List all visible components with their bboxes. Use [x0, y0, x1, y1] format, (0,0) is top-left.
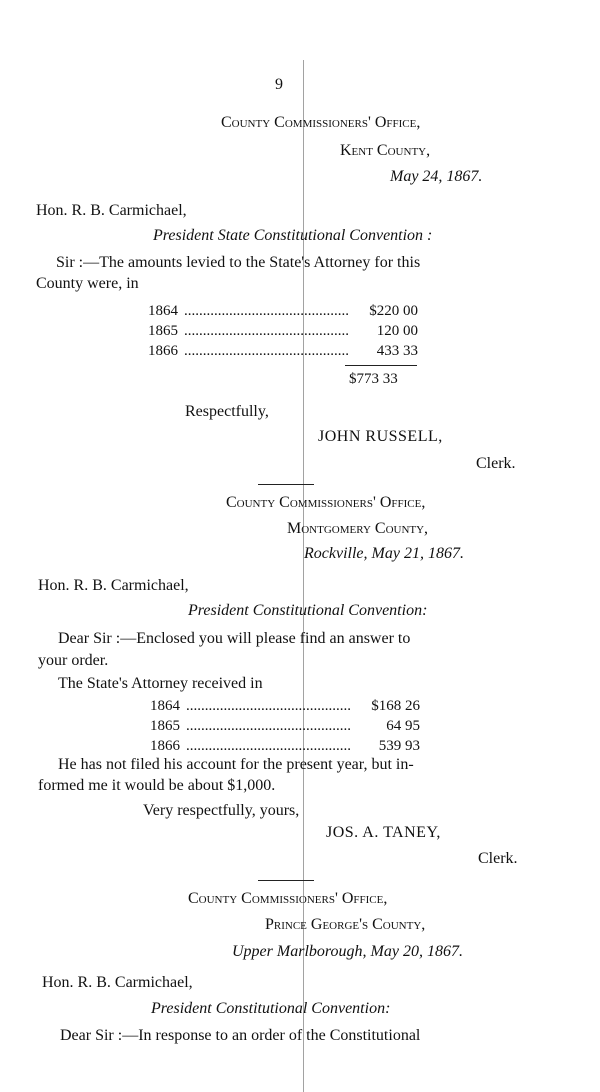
ledger-row — [150, 736, 420, 756]
ledger-leader-dots: ............................................ — [186, 738, 351, 754]
letter-2-county: Montgomery County, — [287, 520, 429, 537]
letter-2-title: President Constitutional Convention: — [188, 602, 428, 619]
letter-2-body-line-1: Dear Sir :—Enclosed you will please find an answer to — [58, 630, 411, 647]
ledger-year: 1864 — [150, 698, 180, 714]
letter-1-county: Kent County, — [340, 142, 431, 159]
letter-2-body-line-3: The State's Attorney received in — [58, 675, 263, 692]
letter-2-addressee: Hon. R. B. Carmichael, — [38, 577, 189, 594]
letter-3-office: County Commissioners' Office, — [188, 890, 388, 907]
letter-1-body-line-1: Sir :—The amounts levied to the State's Attorney for this — [56, 254, 421, 271]
ledger-year: 1865 — [150, 718, 180, 734]
ledger-row — [148, 301, 418, 321]
letter-3-body-line-1: Dear Sir :—In response to an order of the Constitutional — [60, 1027, 421, 1044]
scan-gutter-line — [303, 60, 304, 1092]
ledger-year: 1865 — [148, 323, 178, 339]
letter-1-total: $773 33 — [349, 371, 398, 387]
letter-2-office: County Commissioners' Office, — [226, 494, 426, 511]
letter-2-after-line-1: He has not filed his account for the present year, but in- — [58, 756, 414, 773]
letter-1-office: County Commissioners' Office, — [221, 114, 421, 131]
ledger-leader-dots: ............................................ — [186, 718, 351, 734]
ledger-amount: $220 00 — [369, 303, 418, 319]
ledger-row — [150, 696, 420, 716]
letter-1-addressee: Hon. R. B. Carmichael, — [36, 202, 187, 219]
letter-2-after-line-2: formed me it would be about $1,000. — [38, 777, 276, 794]
ledger-total-rule — [345, 365, 417, 366]
letter-2-closing: Very respectfully, yours, — [143, 802, 300, 819]
ledger-year: 1866 — [150, 738, 180, 754]
letter-1-date: May 24, 1867. — [390, 168, 483, 185]
letter-2-signature: JOS. A. TANEY, — [326, 824, 441, 841]
ledger-row — [148, 341, 418, 361]
ledger-leader-dots: ............................................ — [186, 698, 351, 714]
section-divider — [258, 880, 314, 881]
ledger-row — [148, 321, 418, 341]
ledger-year: 1864 — [148, 303, 178, 319]
ledger-leader-dots: ............................................ — [184, 323, 349, 339]
letter-3-county: Prince George's County, — [265, 916, 426, 933]
letter-1-role: Clerk. — [476, 455, 516, 472]
ledger-amount: 120 00 — [376, 323, 418, 339]
letter-2-body-line-2: your order. — [38, 652, 109, 669]
letter-3-title: President Constitutional Convention: — [151, 1000, 391, 1017]
ledger-amount: 539 93 — [378, 738, 420, 754]
ledger-leader-dots: ............................................ — [184, 343, 349, 359]
letter-3-addressee: Hon. R. B. Carmichael, — [42, 974, 193, 991]
letter-1-closing: Respectfully, — [185, 403, 269, 420]
letter-3-date: Upper Marlborough, May 20, 1867. — [232, 943, 463, 960]
letter-1-body-line-2: County were, in — [36, 275, 139, 292]
letter-2-date: Rockville, May 21, 1867. — [304, 545, 464, 562]
ledger-year: 1866 — [148, 343, 178, 359]
letter-1-signature: JOHN RUSSELL, — [318, 428, 443, 445]
ledger-amount: 64 95 — [386, 718, 420, 734]
ledger-amount: $168 26 — [371, 698, 420, 714]
section-divider — [258, 484, 314, 485]
page-number: 9 — [275, 76, 283, 93]
ledger-amount: 433 33 — [376, 343, 418, 359]
letter-2-role: Clerk. — [478, 850, 518, 867]
ledger-row — [150, 716, 420, 736]
letter-2-ledger — [150, 696, 420, 756]
letter-1-ledger — [148, 301, 418, 361]
letter-1-title: President State Constitutional Convention : — [153, 227, 433, 244]
ledger-leader-dots: ............................................ — [184, 303, 349, 319]
